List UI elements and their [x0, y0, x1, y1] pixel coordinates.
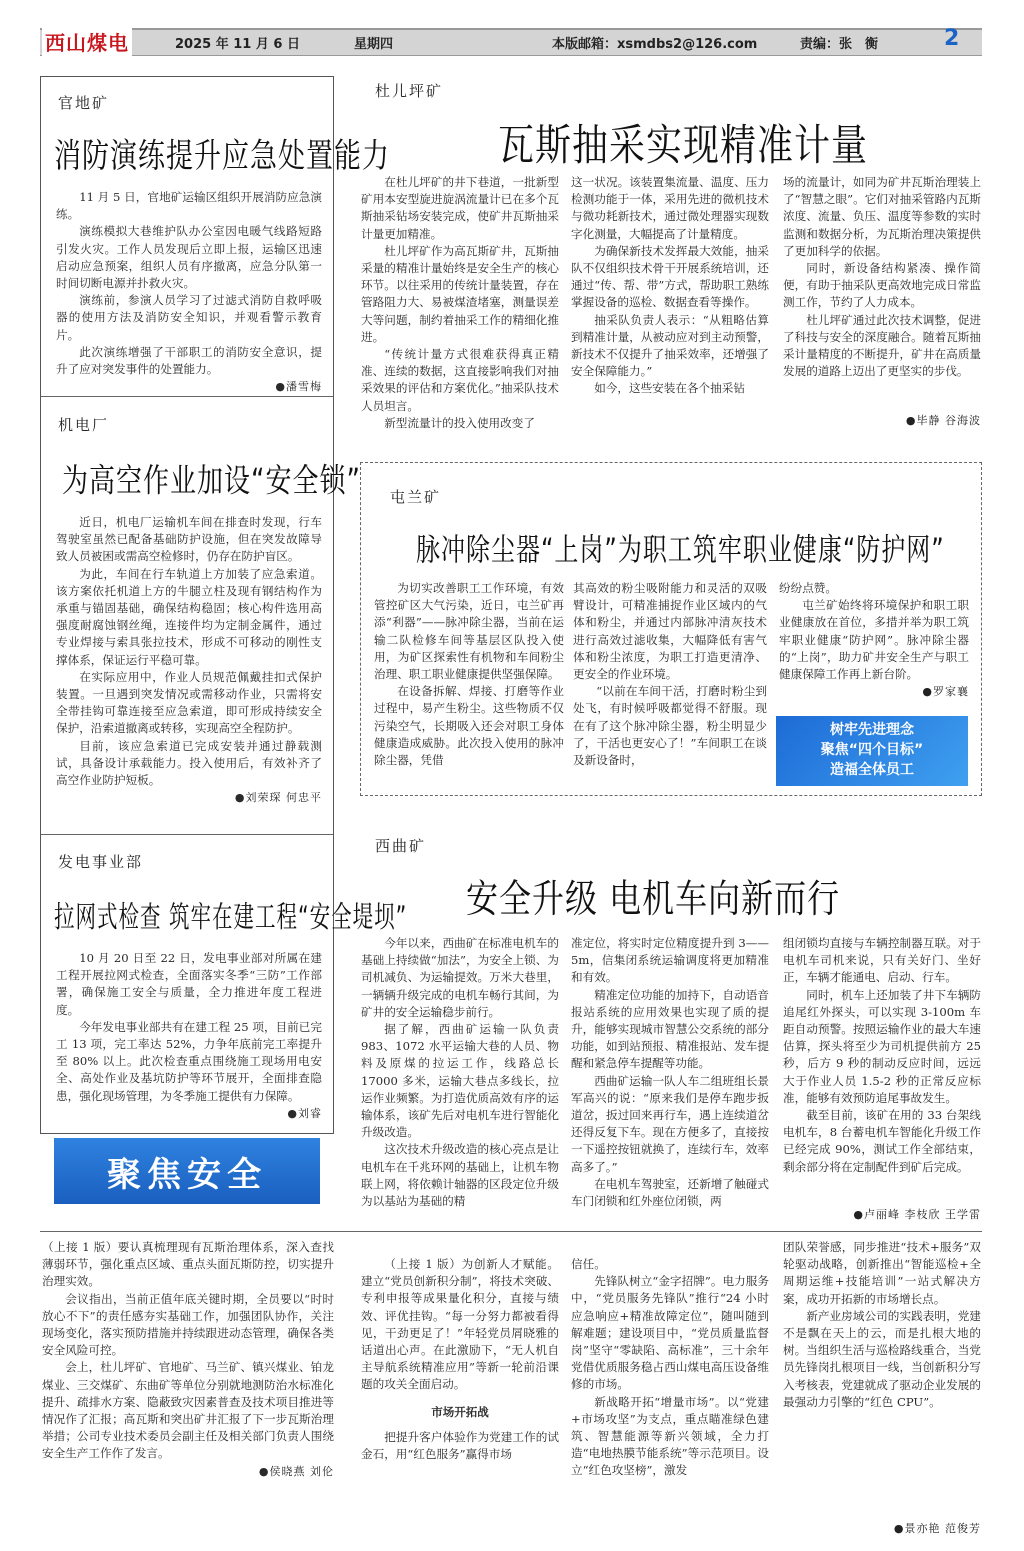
article-col-1 [374, 580, 564, 769]
divider [40, 1231, 982, 1232]
byline: ●卢丽峰 李枝欣 王学雷 [853, 1208, 981, 1221]
page-email: 本版邮箱：xsmdbs2@126.com [552, 37, 758, 52]
paragraph: 新战略开拓“增量市场”。以“党建+市场攻坚”为支点，重点瞄准绿色建筑、智慧能源等新兴领域，全力打造“电地热膜节能系统”等示范项目。设立“红色攻坚榜”，激发 [571, 1394, 769, 1478]
slogan-line: 造福全体员工 [830, 762, 914, 778]
paragraph: 团队荣誉感，同步推进“技术+服务”双轮驱动战略，创新推出“智能巡检+全周期运维+技能培训”一站式解决方案，成功开拓新的市场增长点。 [783, 1240, 981, 1306]
paragraph: 在实际应用中，作业人员规范佩戴挂扣式保护装置。一旦遇到突发情况或需移动作业，只需将安全带挂钩可靠连接至应急索道，即可形成持续安全保护，沿索道撤离或转移，实现高空全程防护。 [56, 669, 322, 736]
paragraph: 杜儿坪矿作为高瓦斯矿井，瓦斯抽采量的精准计量始终是安全生产的核心环节。以往采用的传统计量装置，存在管路阻力大、易被煤渣堵塞，测量误差大等问题，制约着抽采工作的精细化推进。 [361, 243, 559, 344]
paragraph: 准定位，将实时定位精度提升到 3——5m，信集闭系统运输调度将更加精准和有效。 [571, 936, 769, 985]
article-headline: 安全升级 电机车向新而行 [466, 876, 841, 922]
article-col-1 [361, 935, 559, 1210]
paragraph: 信任。 [571, 1257, 606, 1271]
paragraph: 会议指出，当前正值年底关键时期，全员要以“时时放心不下”的责任感夯实基础工作，加强团队协作，关注现场变化，落实预防措施并持续跟进动态管理，确保各类安全风险可控。 [42, 1291, 334, 1358]
paragraph: 此次演练增强了干部职工的消防安全意识，提升了应对突发事件的处置能力。 [56, 344, 322, 377]
paragraph: 纷纷点赞。 [779, 581, 837, 595]
paragraph: 目前，该应急索道已完成安装并通过静载测试，具备设计承载能力。投入使用后，有效补齐了高空作业防护短板。 [56, 738, 322, 788]
paragraph: 精准定位功能的加持下，自动语音报站系统的应用效果也实现了质的提升，能够实现城市智慧公交系统的部分功能，如到站预报、精准报站、发车提醒和紧急停车提醒等功能。 [571, 987, 769, 1071]
paragraph: 新型流量计的投入使用改变了 [384, 415, 535, 430]
continued-article-1 [42, 1239, 334, 1480]
paragraph: 截至目前，该矿在用的 33 台架线电机车，8 台蓄电机车智能化升级工作已经完成 90%，测试工作全部结束，剩余部分将在定制配件到矿后完成。 [783, 1108, 981, 1174]
paragraph: 组闭锁均直接与车辆控制器互联。对于电机车司机来说，只有关好门、坐好正，车辆才能通电、启动、行车。 [783, 936, 981, 985]
paragraph: 近日，机电厂运输机车间在排查时发现，行车驾驶室虽然已配备基础防护设施，但在突发故障导致人员被困或需高空检修时，仍存在防护盲区。 [56, 515, 322, 564]
article-headline: 拉网式检查 筑牢在建工程“安全堤坝” [54, 899, 408, 935]
byline: ●毕静 谷海波 [905, 414, 981, 427]
paragraph: 会上，杜儿坪矿、官地矿、马兰矿、镇兴煤业、铂龙煤业、三交煤矿、东曲矿等单位分别就地测防治水标准化提升、疏排水方案、隐蔽致灾因素普查及技术项目推进等情况作了汇报；高瓦斯和突出矿井汇报了下一步瓦斯治理举措；公司专业技术委员会副主任及相关部门负责人围绕安全生产工作作了发言。 [42, 1360, 334, 1461]
article-unit: 发电事业部 [58, 853, 144, 871]
article-headline: 脉冲除尘器“上岗”为职工筑牢职业健康“防护网” [416, 531, 945, 569]
paragraph: 为此，车间在行车轨道上方加装了应急索道。该方案依托机道上方的牛腿立柱及现有钢结构作为承重与锚固基础，确保结构稳固；核心构件选用高强度耐腐蚀钢丝绳，连接件均为定制金属件，通过专业焊接与索具张拉技术，形成不可移动的刚性支撑体系，保证运行平稳可靠。 [56, 566, 322, 667]
paragraph: 西曲矿运输一队人车二组班组长景军高兴的说：“原来我们是停车跑步扳道岔，扳过回来再行车，遇上连续道岔还得反复下车。现在方便多了，直接按一下遥控按钮就换了，连续行车，效率高多了。” [571, 1073, 769, 1174]
byline: ●罗家襄 [922, 685, 969, 698]
paragraph: 杜儿坪矿通过此次技术调整，促进了科技与安全的深度融合。随着瓦斯抽采计量精度的不断提升，矿井在高质量发展的道路上迈出了更坚实的步伐。 [783, 312, 981, 379]
continued-article-2-col-2 [571, 1256, 769, 1480]
paragraph: 把提升客户体验作为党建工作的试金石，用“红色服务”赢得市场 [361, 1429, 559, 1462]
paragraph: 今年以来，西曲矿在标准电机车的基础上持续做“加法”，为安全上锁、为司机减负、为运输提效。万米大巷里，一辆辆升级完成的电机车畅行其间，为矿井的安全运输稳步前行。 [361, 936, 559, 1019]
byline: ●刘荣琛 何忠平 [234, 791, 322, 805]
slogan-banner [776, 716, 968, 786]
paragraph: 为确保新技术发挥最大效能，抽采队不仅组织技术骨干开展系统培训，还通过“传、帮、带”方式，帮助职工熟练掌握设备的巡检、数据查看等操作。 [571, 243, 769, 310]
slogan-line: 树牢先进理念 [830, 722, 914, 738]
paragraph: 屯兰矿始终将环境保护和职工职业健康放在首位，多措并举为职工筑牢职业健康“防护网”。脉冲除尘器的“上岗”，助力矿井安全生产与职工健康保障工作再上新台阶。 [779, 598, 969, 682]
article-body [56, 514, 322, 806]
paragraph: 其高效的粉尘吸附能力和灵活的双吸臂设计，可精准捕捉作业区域内的气体和粉尘，并通过内部脉冲清灰技术进行高效过滤收集，大幅降低有害气体和粉尘浓度，为职工打造更清净、更安全的作业环境。 [573, 581, 767, 682]
article-col-2 [573, 580, 767, 769]
paragraph: 在设备拆解、焊接、打磨等作业过程中，易产生粉尘。这些物质不仅污染空气，长期吸入还会对职工身体健康造成威胁。此次投入使用的脉冲除尘器，凭借 [374, 684, 564, 768]
article-headline: 为高空作业加设“安全锁” [62, 462, 361, 500]
paragraph: 先锋队树立“金字招牌”。电力服务中，“党员服务先锋队”推行“24 小时应急响应+精准故障定位”，随叫随到解难题；建设项目中，“党员质量监督岗”坚守“零缺陷、高标准”，三十余年党借优质服务稳占西山煤电高压设备维修的市场。 [571, 1274, 769, 1392]
paragraph: 演练模拟大巷维护队办公室因电暖气线路短路引发火灾。工作人员发现后立即上报，运输区迅速启动应急预案，组织人员有序撤离，应急分队第一时间切断电源并扑救火灾。 [56, 224, 322, 291]
article-col-3 [779, 580, 969, 683]
article-unit: 屯兰矿 [390, 488, 442, 506]
article-col-2 [571, 174, 769, 398]
divider [41, 396, 333, 397]
byline: ●潘雪梅 [275, 380, 322, 394]
paragraph: 这次技术升级改造的核心亮点是让电机车在千兆环网的基础上，让机车物联上网，将依赖计轴器的区段定位升级为以基站为基础的精 [361, 1142, 559, 1209]
continued-article-2 [361, 1256, 559, 1463]
page-editor: 责编：张 衡 [800, 37, 879, 52]
focus-safety-banner: 聚焦安全 [54, 1138, 320, 1204]
article-unit: 机电厂 [58, 416, 110, 434]
article-headline: 瓦斯抽采实现精准计量 [498, 121, 869, 171]
paragraph: 在杜儿坪矿的井下巷道，一批新型矿用本安型旋进旋涡流量计已在多个瓦斯抽采钻场安装完成，使矿井瓦斯抽采计量更加精准。 [361, 175, 559, 241]
paragraph: 同时，机车上还加装了井下车辆防追尾红外探头，可以实现 3-100m 车距自动预警。按照运输作业的最大车速估算，探头将至少为司机提供前方 25 秒，后方 9 秒的制动反应时间，远远大于作业人员 1.5-2 秒的正常反应标准，能够有效预防追尾事故发生。 [783, 987, 981, 1105]
article-headline: 消防演练提升应急处置能力 [54, 136, 390, 176]
paragraph: “以前在车间干活，打磨时粉尘到处飞，有时候呼吸都觉得不舒服。现在有了这个脉冲除尘器，粉尘明显少了，干活也更安心了！”车间职工在谈及新设备时， [573, 684, 767, 768]
article-col-3 [783, 935, 981, 1176]
article-body [56, 189, 322, 395]
continued-article-2-col-3 [783, 1239, 981, 1411]
paragraph: 11 月 5 日，官地矿运输区组织开展消防应急演练。 [56, 190, 322, 222]
paragraph: “传统计量方式很难获得真正精准、连续的数据，这直接影响我们对抽采效果的评估和方案优化。”抽采队技术人员坦言。 [361, 347, 559, 413]
paragraph: 为切实改善职工工作环境，有效管控矿区大气污染，近日，屯兰矿再添“利器”——脉冲除尘器，当前在运输二队检修车间等基层区队投入使用，为矿区探索性有机物和车间粉尘治理、职工职业健康提供坚强保障。 [374, 581, 564, 682]
article-body [56, 950, 322, 1122]
article-unit: 西曲矿 [375, 837, 427, 855]
article-unit: 杜儿坪矿 [375, 82, 444, 100]
article-col-1 [361, 174, 559, 432]
issue-date: 2025 年 11 月 6 日 [175, 37, 300, 52]
article-unit: 官地矿 [58, 94, 110, 112]
paragraph: 演练前，参演人员学习了过滤式消防自救呼吸器的使用方法及消防安全知识，并观看警示教育片。 [56, 293, 322, 342]
paragraph: （上接 1 版）要认真梳理现有瓦斯治理体系，深入查找薄弱环节，强化重点区域、重点头面瓦斯防控，切实提升治理实效。 [42, 1240, 334, 1289]
paragraph: 今年发电事业部共有在建工程 25 项，目前已完工 13 项，完工率达 52%，力争年底前完工率提升至 80% 以上。此次检查重点围绕施工现场用电安全、高处作业及基坑防护等环节展开，全面排查隐患，强化现场管理，为冬季施工提供有力保障。 [56, 1019, 322, 1103]
divider [41, 834, 333, 835]
byline: ●侯晓燕 刘伦 [258, 1464, 334, 1478]
paragraph: 在电机车驾驶室，还新增了触碰式车门闭锁和红外座位闭锁，两 [571, 1176, 769, 1209]
paragraph: 抽采队负责人表示：“从粗略估算到精准计量，从被动应对到主动预警，新技术不仅提升了抽采效率，还增强了安全保障能力。” [571, 312, 769, 379]
page-number: 2 [944, 26, 960, 51]
paragraph: 场的流量计，如同为矿井瓦斯治理装上了“智慧之眼”。它们对抽采管路内瓦斯浓度、流量、负压、温度等参数的实时监测和数据分析，为瓦斯治理决策提供了更加科学的依据。 [783, 175, 981, 258]
paragraph: 10 月 20 日至 22 日，发电事业部对所属在建工程开展拉网式检查，全面落实冬季“三防”工作部署，确保施工安全与质量，全力推进年度工程进度。 [56, 951, 322, 1017]
paragraph: 这一状况。该装置集流量、温度、压力检测功能于一体，采用先进的微机技术与微功耗新技术，通过微处理器实现数字化测量，大幅提高了计量精度。 [571, 175, 769, 241]
article-col-3 [783, 174, 981, 380]
article-col-2 [571, 935, 769, 1210]
paragraph: 如今，这些安装在各个抽采钻 [594, 381, 745, 396]
newspaper-logo: 西山煤电 [42, 24, 132, 58]
slogan-line: 聚焦“四个目标” [820, 742, 924, 758]
subheading: 市场开拓战 [431, 1404, 489, 1419]
paragraph: 同时，新设备结构紧凑、操作简便，有助于抽采队更高效地完成日常监测工作，节约了人力成本。 [783, 261, 981, 310]
paragraph: （上接 1 版）为创新人才赋能。建立“党员创新积分制”，将技术突破、专利申报等成果量化积分，直接与绩效、评优挂钩。“每一分努力都被看得见，干劲更足了！”年轻党员屑晓雅的话道出心声。在此激励下，“无人机自主导航系统精准应用”等新一轮前沿课题的攻关全面启动。 [361, 1257, 559, 1392]
byline: ●景亦艳 范俊芳 [893, 1522, 981, 1535]
paragraph: 据了解，西曲矿运输一队负责 983、1072 水平运输大巷的人员、物料及原煤的拉运工作，线路总长 17000 多米，运输大巷点多线长，拉运作业频繁。为打造优质高效有序的运输体系，该矿先后对电机车进行智能化升级改造。 [361, 1022, 559, 1140]
paragraph: 新产业房域公司的实践表明，党建不是飘在天上的云，而是扎根大地的树。当组织生活与巡检路线重合，当党员先锋岗扎根项目一线，当创新积分写入考核表，党建就成了驱动企业发展的最强动力引擎的“红色 CPU”。 [783, 1308, 981, 1409]
issue-weekday: 星期四 [354, 37, 394, 52]
byline: ●刘睿 [287, 1106, 322, 1120]
